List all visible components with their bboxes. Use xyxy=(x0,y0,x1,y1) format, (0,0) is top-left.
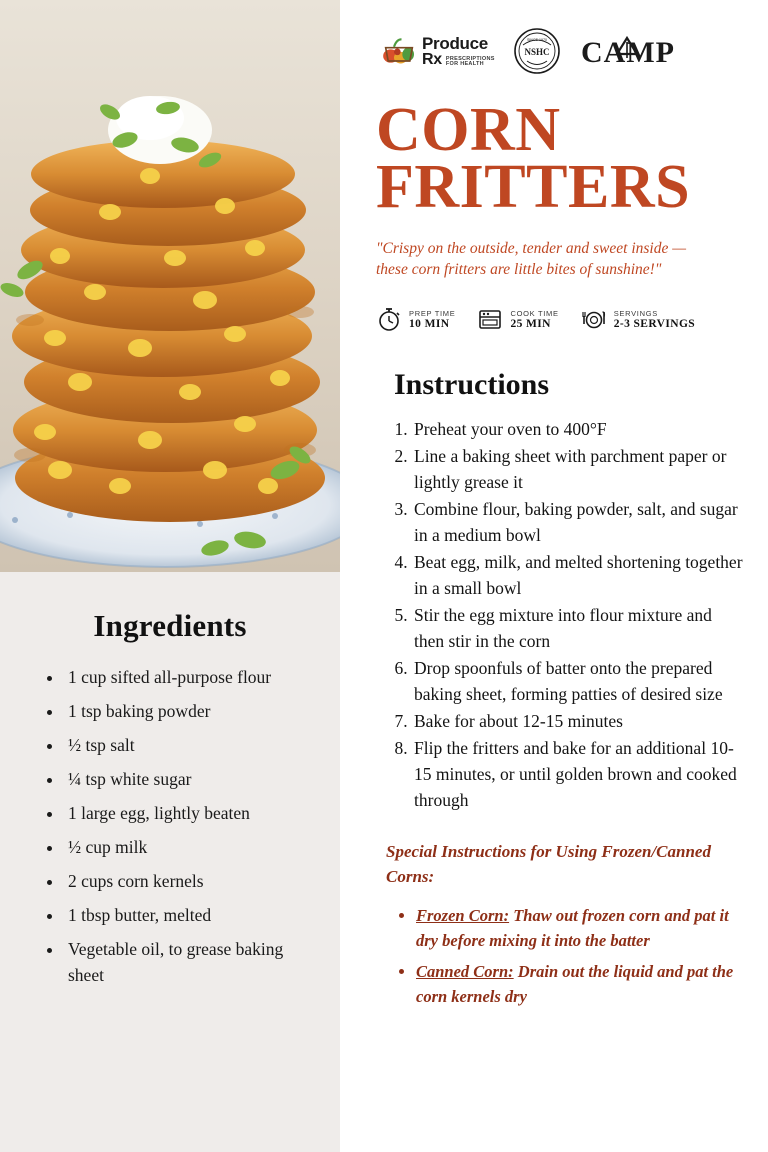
canned-corn-label: Canned Corn: xyxy=(416,962,514,982)
list-item: 1. Preheat your oven to 400°F xyxy=(412,416,744,442)
list-item: • 2 cups corn kernels xyxy=(64,868,310,894)
ingredients-section xyxy=(0,572,340,996)
stopwatch-icon xyxy=(376,306,402,332)
instructions-heading: Instructions xyxy=(394,368,550,402)
serving-plate-icon xyxy=(581,306,607,332)
page-title xyxy=(376,96,744,222)
list-item: • 1 cup sifted all-purpose flour xyxy=(64,664,310,690)
list-item: • 1 tsp baking powder xyxy=(64,698,310,724)
list-item: 3. Combine flour, baking powder, salt, and sugar in a medium bowl xyxy=(412,496,744,548)
svg-text:CAMP: CAMP xyxy=(580,36,675,69)
camp-logo xyxy=(579,28,697,74)
list-item: • ¼ tsp white sugar xyxy=(64,766,310,792)
list-item: • Vegetable oil, to grease baking sheet xyxy=(64,936,310,988)
produce-logo-line2: Rx xyxy=(422,50,442,68)
vegetables-icon xyxy=(382,36,416,66)
list-item: 8. Flip the fritters and bake for an additional 10-15 minutes, or until golden brown and cooked through xyxy=(412,735,744,813)
prep-time-meta xyxy=(376,306,455,332)
recipe-meta xyxy=(376,306,744,332)
list-item: 4. Beat egg, milk, and melted shortening together in a small bowl xyxy=(412,549,744,601)
list-item: • 1 large egg, lightly beaten xyxy=(64,800,310,826)
ingredients-heading: Ingredients xyxy=(93,608,247,643)
frozen-corn-text: Thaw out frozen corn and pat it dry before mixing it into the batter xyxy=(416,906,729,951)
servings-meta xyxy=(581,306,695,332)
instructions-list xyxy=(412,416,744,813)
produce-logo-sub1: PRESCRIPTIONS xyxy=(445,55,495,62)
svg-text:NSHC: NSHC xyxy=(524,47,550,57)
frozen-corn-label: Frozen Corn: xyxy=(416,906,510,926)
left-panel xyxy=(0,0,340,1152)
list-item: 5. Stir the egg mixture into flour mixture and then stir in the corn xyxy=(412,602,744,654)
fritters-illustration xyxy=(0,0,340,572)
canned-corn-text: Drain out the liquid and pat the corn kernels dry xyxy=(416,962,734,1007)
list-item: • 1 tbsp butter, melted xyxy=(64,902,310,928)
list-item xyxy=(416,959,744,1009)
list-item: • ½ cup milk xyxy=(64,834,310,860)
cook-time-value: 25 MIN xyxy=(510,317,551,330)
title-line-2: FRITTERS xyxy=(376,153,691,222)
list-item: • ½ tsp salt xyxy=(64,732,310,758)
title-line-1: CORN xyxy=(376,96,561,164)
recipe-tagline: "Crispy on the outside, tender and sweet inside — these corn fritters are little bites of sunshine!" xyxy=(376,240,687,279)
produce-logo-line1: Produce xyxy=(422,33,488,53)
svg-text:SINCE 1970: SINCE 1970 xyxy=(526,38,547,42)
nshc-seal-logo xyxy=(513,27,561,75)
right-panel xyxy=(340,0,768,1152)
special-instructions-heading: Special Instructions for Using Frozen/Canned Corns: xyxy=(386,842,711,887)
list-item: 6. Drop spoonfuls of batter onto the prepared baking sheet, forming patties of desired size xyxy=(412,655,744,707)
ingredients-list xyxy=(64,664,310,988)
list-item: 7. Bake for about 12-15 minutes xyxy=(412,708,744,734)
special-instructions-list xyxy=(416,903,744,1009)
produce-logo-sub2: FOR HEALTH xyxy=(445,61,484,67)
logo-row xyxy=(376,0,744,76)
cook-time-meta xyxy=(477,306,558,332)
list-item xyxy=(416,903,744,953)
prep-time-label: PREP TIME xyxy=(409,308,456,318)
servings-label: SERVINGS xyxy=(613,308,658,318)
servings-value: 2-3 SERVINGS xyxy=(613,317,696,330)
recipe-photo xyxy=(0,0,340,572)
produce-rx-logo xyxy=(382,35,495,68)
prep-time-value: 10 MIN xyxy=(409,317,450,330)
oven-icon xyxy=(477,306,503,332)
cook-time-label: COOK TIME xyxy=(510,308,559,318)
list-item: 2. Line a baking sheet with parchment paper or lightly grease it xyxy=(412,443,744,495)
